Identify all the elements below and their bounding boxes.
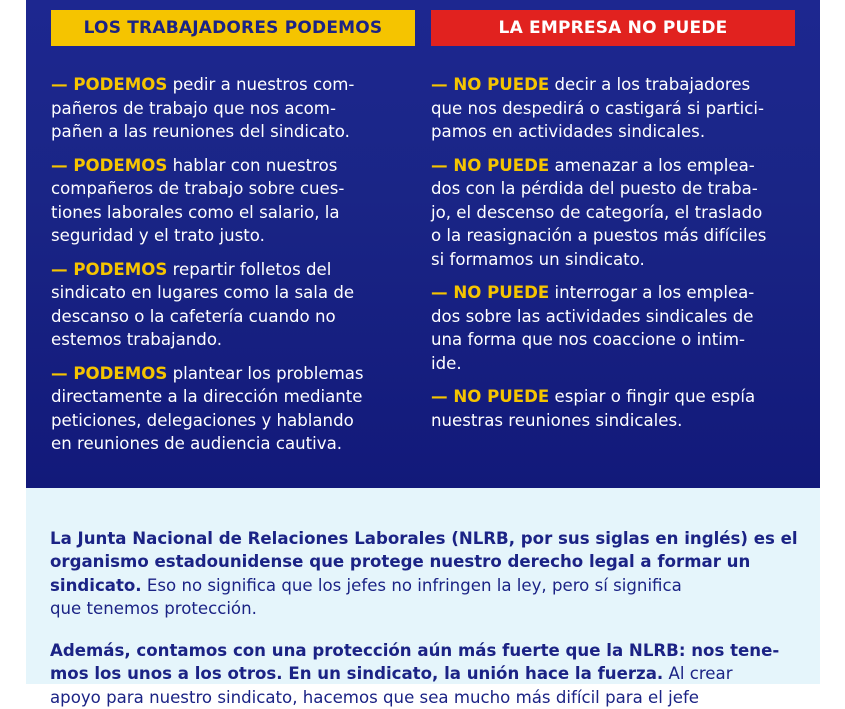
- item-text: interrogar a los emplea- dos sobre las actividades sindicales de una forma que nos coaccione o intim- ide.: [431, 283, 755, 373]
- item-keyword: — PODEMOS: [51, 155, 168, 175]
- company-cannot-item: [431, 385, 795, 432]
- item-text: amenazar a los emplea- dos con la pérdida del puesto de traba- jo, el descenso de categoría, el traslado o la reasignación a puestos más difíciles si formamos un sindicato.: [431, 155, 767, 269]
- nlrb-paragraph-bold: La Junta Nacional de Relaciones Laborales (NLRB, por sus siglas en inglés) es el organismo estadounidense que protege nuestro derecho legal a formar un sindicato.: [50, 528, 798, 595]
- item-keyword: — NO PUEDE: [431, 283, 550, 302]
- workers-can-header: LOS TRABAJADORES PODEMOS: [51, 10, 415, 46]
- nlrb-info-panel: [26, 488, 820, 707]
- item-keyword: — NO PUEDE: [431, 155, 550, 175]
- item-text: hablar con nuestros compañeros de trabajo sobre cues- tiones laborales como el salario, la seguridad y el trato justo.: [51, 155, 345, 245]
- company-cannot-item: [431, 154, 795, 272]
- item-keyword: — NO PUEDE: [431, 387, 550, 406]
- workers-can-column: [51, 10, 415, 466]
- item-text: plantear los problemas directamente a la dirección mediante peticiones, delegaciones y hablando en reuniones de audiencia cautiva.: [51, 363, 364, 453]
- company-cannot-item: [431, 281, 795, 375]
- item-text: pedir a nuestros com- pañeros de trabajo que nos acom- pañen a las reuniones del sindicato.: [51, 75, 355, 141]
- company-cannot-header: LA EMPRESA NO PUEDE: [431, 10, 795, 46]
- item-keyword: — NO PUEDE: [431, 75, 550, 94]
- item-keyword: — PODEMOS: [51, 363, 168, 383]
- nlrb-paragraph-text: Eso no significa que los jefes no infringen la ley, pero sí significa que tenemos protección.: [50, 575, 682, 619]
- item-text: decir a los trabajadores que nos despedirá o castigará si partici- pamos en actividades sindicales.: [431, 75, 765, 141]
- workers-can-item: [51, 258, 415, 352]
- company-cannot-item: [431, 73, 795, 144]
- item-keyword: — PODEMOS: [51, 259, 168, 279]
- workers-can-item: [51, 73, 415, 144]
- solidarity-paragraph-bold: Además, contamos con una protección aún más fuerte que la NLRB: nos tene- mos los unos a los otros. En un sindicato, la unión hace la fuerza.: [50, 640, 780, 684]
- nlrb-paragraph: [50, 527, 800, 621]
- item-text: repartir folletos del sindicato en lugares como la sala de descanso o la cafetería cuando no estemos trabajando.: [51, 259, 355, 349]
- workers-can-item: [51, 362, 415, 456]
- company-cannot-column: [431, 10, 795, 442]
- solidarity-paragraph-text: Al crear apoyo para nuestro sindicato, hacemos que sea mucho más difícil para el jefe: [50, 664, 733, 707]
- solidarity-paragraph: [50, 639, 800, 709]
- item-keyword: — PODEMOS: [51, 75, 168, 94]
- item-text: espiar o fingir que espía nuestras reuniones sindicales.: [431, 387, 756, 430]
- workers-can-item: [51, 154, 415, 248]
